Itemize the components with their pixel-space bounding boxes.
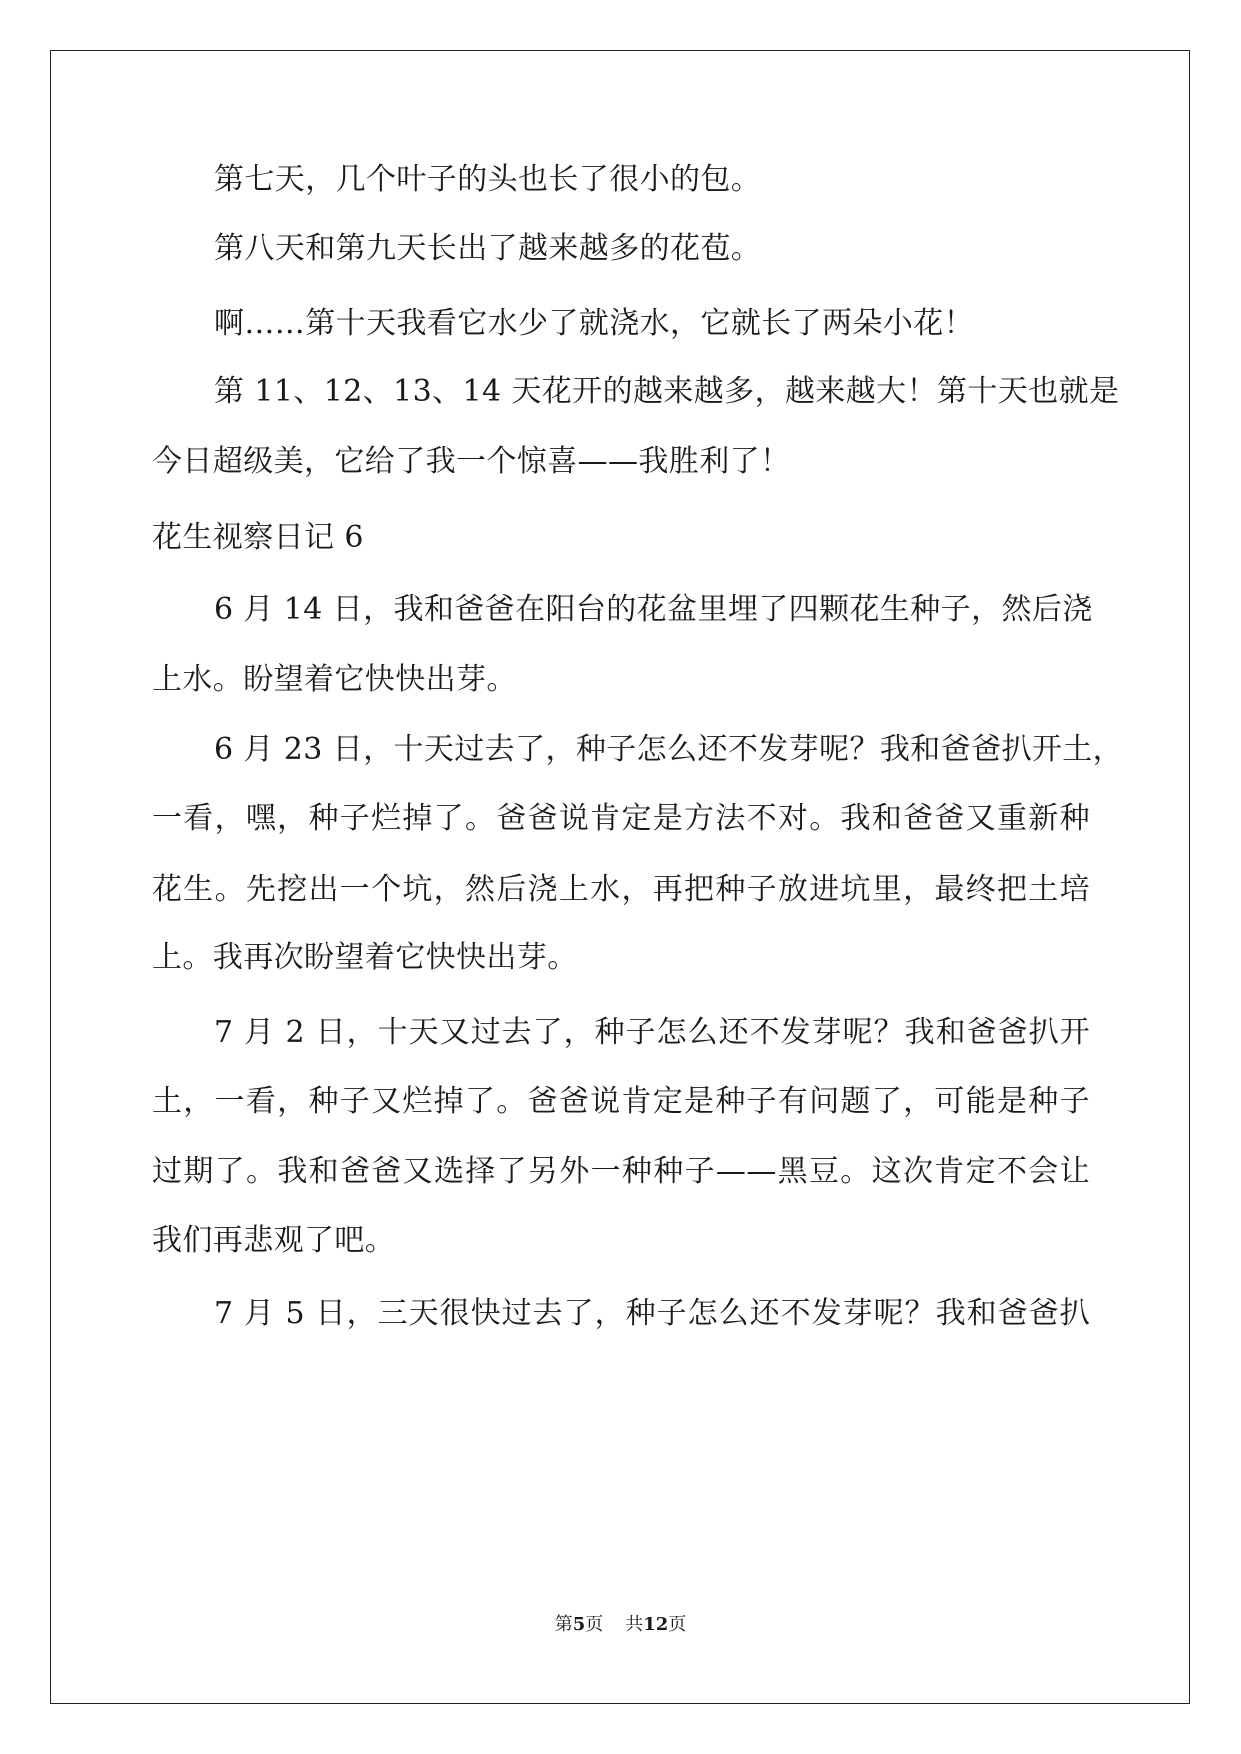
total-suffix: 页 bbox=[668, 1614, 687, 1635]
paragraph-line: 今日超级美，它给了我一个惊喜——我胜利了！ bbox=[152, 444, 791, 479]
paragraph-line: 土，一看，种子又烂掉了。爸爸说肯定是种子有问题了，可能是种子 bbox=[152, 1084, 1090, 1119]
paragraph-line: 6 月 23 日，十天过去了，种子怎么还不发芽呢？我和爸爸扒开土， bbox=[214, 732, 1124, 767]
paragraph-line: 7 月 5 日，三天很快过去了，种子怎么还不发芽呢？我和爸爸扒 bbox=[214, 1296, 1090, 1331]
paragraph-line: 第八天和第九天长出了越来越多的花苞。 bbox=[214, 231, 762, 266]
page-prefix: 第 bbox=[554, 1614, 573, 1635]
paragraph-line: 啊……第十天我看它水少了就浇水，它就长了两朵小花！ bbox=[214, 306, 974, 341]
total-pages-number: 12 bbox=[643, 1614, 669, 1635]
section-heading: 花生视察日记 6 bbox=[152, 520, 364, 555]
page-suffix: 页 bbox=[585, 1614, 604, 1635]
paragraph-line: 第 11、12、13、14 天花开的越来越多，越来越大！第十天也就是 bbox=[214, 374, 1120, 409]
paragraph-line: 我们再悲观了吧。 bbox=[152, 1223, 396, 1258]
paragraph-line: 上水。盼望着它快快出芽。 bbox=[152, 662, 517, 697]
total-prefix: 共 bbox=[625, 1614, 644, 1635]
paragraph-line: 第七天，几个叶子的头也长了很小的包。 bbox=[214, 162, 762, 197]
page-footer bbox=[0, 1613, 1241, 1637]
paragraph-line: 6 月 14 日，我和爸爸在阳台的花盆里埋了四颗花生种子，然后浇 bbox=[214, 592, 1093, 627]
paragraph-line: 上。我再次盼望着它快快出芽。 bbox=[152, 940, 578, 975]
paragraph-line: 7 月 2 日，十天又过去了，种子怎么还不发芽呢？我和爸爸扒开 bbox=[214, 1015, 1090, 1050]
paragraph-line: 一看，嘿，种子烂掉了。爸爸说肯定是方法不对。我和爸爸又重新种 bbox=[152, 801, 1090, 836]
paragraph-line: 过期了。我和爸爸又选择了另外一种种子——黑豆。这次肯定不会让 bbox=[152, 1154, 1090, 1189]
paragraph-line: 花生。先挖出一个坑，然后浇上水，再把种子放进坑里，最终把土培 bbox=[152, 872, 1090, 907]
current-page-number: 5 bbox=[572, 1614, 586, 1635]
